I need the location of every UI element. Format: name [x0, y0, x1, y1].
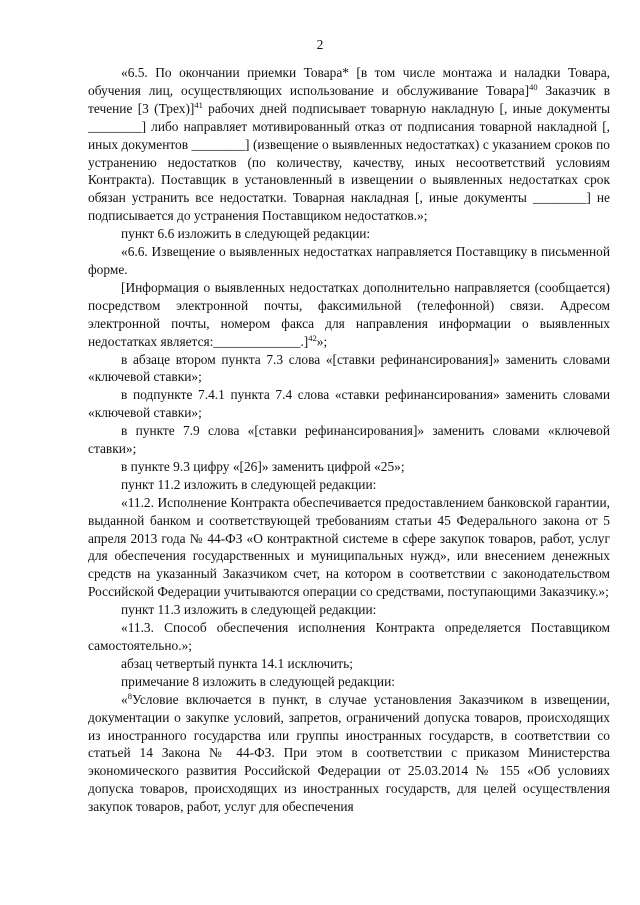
paragraph-6-5	[88, 64, 610, 225]
paragraph-amend-9-3: в пункте 9.3 цифру «[26]» заменить цифрой «25»;	[121, 458, 405, 474]
paragraph-11-3: «11.3. Способ обеспечения исполнения Контракта определяется Поставщиком самостоятельно.»;	[88, 620, 610, 653]
note-8-text: Условие включается в пункт, в случае установления Заказчиком в извещении, документации о закупке условий, запретов, ограничений допуска товаров, происходящих из иностранного государства или группы иностранных государств, в соответствии со статьей 14 Закона № 44-ФЗ. При этом в соответствии с приказом Министерства экономического развития Российской Федерации от 25.03.2014 № 155 «Об условиях допуска товаров, происходящих из иностранных государств, для целей осуществления закупок товаров, работ, услуг для обеспечения	[88, 691, 610, 815]
paragraph-6-6-info-end: »;	[316, 333, 328, 349]
paragraph-amend-7-9: в пункте 7.9 слова «[ставки рефинансирования]» заменить словами «ключевой ставки»;	[88, 423, 610, 457]
paragraph-amend-note-8: примечание 8 изложить в следующей редакции:	[121, 673, 395, 689]
paragraph-11-2: «11.2. Исполнение Контракта обеспечивается предоставлением банковской гарантии, выданной банком и соответствующей требованиям статьи 45 Федерального закона от 5 апреля 2013 года № 44-ФЗ «О контрактной системе в сфере закупок товаров, работ, услуг для обеспечения государственных и муниципальных нужд», или внесением денежных средств на указанный Заказчиком счет, на котором в соответствии с законодательством Российской Федерации учитываются операции со средствами, поступающими Заказчику.»;	[88, 494, 610, 600]
paragraph-amend-11-2: пункт 11.2 изложить в следующей редакции:	[121, 476, 377, 492]
page-number: 2	[316, 37, 324, 52]
paragraph-6-6-info-text: [Информация о выявленных недостатках дополнительно направляется (сообщается) посредством электронной почты, факсимильной (телефонной) связи. Адресом электронной почты, номером факса для направления информации о выявленных недостатках является:_____________.]	[88, 279, 610, 349]
paragraph-amend-6-6: пункт 6.6 изложить в следующей редакции:	[121, 226, 371, 242]
paragraph-6-5-text-c: рабочих дней подписывает товарную накладную [, иные документы ________] либо направляет мотивированный отказ от подписания товарной накладной [, иных документов ________] (извещение о выявленных недостатках) с указанием сроков по устранению недостатков (по количеству, качеству, иных несоответствий условиям Контракта). Поставщик в установленный в извещении о выявленных недостатках срок обязан устранить все недостатки. Товарная накладная [, иные документы ________] не подписывается до устранения Поставщиком недостатков.»;	[88, 100, 610, 224]
paragraph-6-5-text-a: «6.5. По окончании приемки Товара* [в том числе монтажа и наладки Товара, обучения лиц, осуществляющих использование и обслуживание Товара]	[88, 65, 610, 98]
document-body	[88, 64, 610, 816]
footnote-ref-40: 40	[529, 81, 538, 92]
footnote-ref-42: 42	[308, 332, 317, 343]
paragraph-6-6-info	[88, 279, 610, 351]
paragraph-amend-7-3: в абзаце втором пункта 7.3 слова «[ставки рефинансирования]» заменить словами «ключевой ставки»;	[88, 351, 610, 385]
note-8-open-quote: «	[121, 691, 128, 707]
paragraph-amend-14-1: абзац четвертый пункта 14.1 исключить;	[121, 655, 353, 671]
paragraph-amend-11-3: пункт 11.3 изложить в следующей редакции:	[121, 602, 377, 618]
paragraph-6-5-text-b: Заказчик в течение [3 (Трех)]	[88, 82, 611, 116]
footnote-ref-41: 41	[194, 99, 203, 110]
paragraph-6-6: «6.6. Извещение о выявленных недостатках направляется Поставщику в письменной форме.	[88, 244, 610, 277]
paragraph-amend-7-4-1: в подпункте 7.4.1 пункта 7.4 слова «ставки рефинансирования» заменить словами «ключевой ставки»;	[88, 387, 610, 421]
footnote-ref-8: 8	[127, 690, 132, 701]
paragraph-note-8	[88, 691, 610, 816]
